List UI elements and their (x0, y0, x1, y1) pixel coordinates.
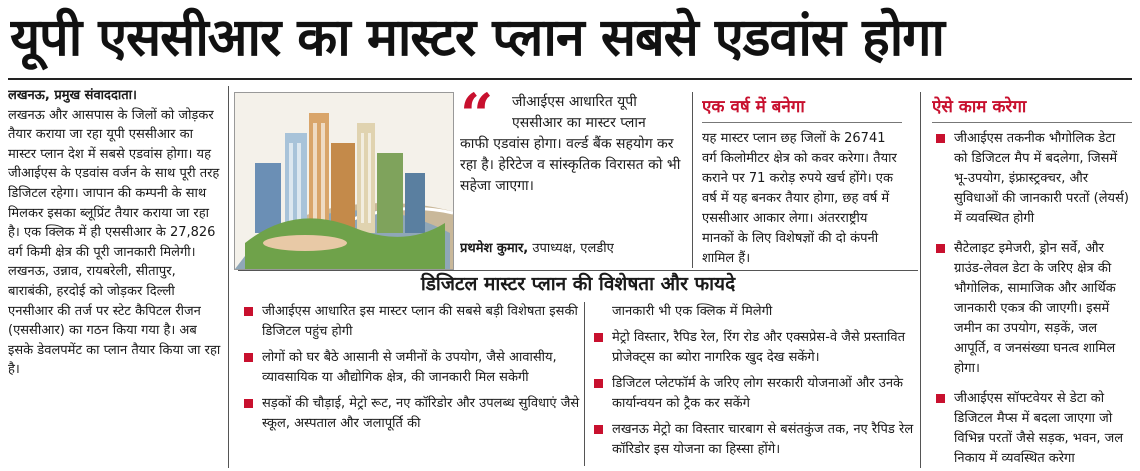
features-continuation: जानकारी भी एक क्लिक में मिलेगी (612, 304, 773, 319)
list-item: लखनऊ मेट्रो का विस्तार चारबाग से बसंतकुंज तक, नए रैपिड रेल कॉरिडोर इस योजना का हिस्सा होंगे। (590, 420, 916, 460)
byline: लखनऊ, प्रमुख संवाददाता। (8, 88, 137, 103)
one-year-body: यह मास्टर प्लान छह जिलों के 26741 वर्ग किलोमीटर क्षेत्र को कवर करेगा। तैयार कराने पर 71 करोड़ रुपये खर्च होंगे। एक वर्ष में यह बनकर तैयार होगा, छह वर्ष में एससीआर आकार लेगा। अंतरराष्ट्रीय मानकों के लिए विशेषज्ञों की दो कंपनी शामिल हैं। (702, 131, 897, 266)
quote-mark-icon: “ (460, 92, 494, 149)
quote-rest: काफी एडवांस होगा। वर्ल्ड बैंक सहयोग कर रहा है। हेरिटेज व सांस्कृतिक विरासत को भी सहेजा जाएगा। (460, 136, 681, 194)
square-bullet-icon (594, 425, 603, 434)
square-bullet-icon (936, 394, 945, 403)
features-right (590, 302, 916, 468)
list-item: सैटेलाइट इमेजरी, ड्रोन सर्वे, और ग्राउंड-लेवल डेटा के जरिए क्षेत्र की भौगोलिक, सामाजिक और आर्थिक जानकारी एकत्र की जाएगी। इसमें जमीन का उपयोग, सड़कें, जल आपूर्ति, व जनसंख्या घनत्व शामिल होगा। (932, 239, 1132, 379)
features-left (240, 302, 580, 468)
square-bullet-icon (244, 399, 253, 408)
list-item: डिजिटल प्लेटफॉर्म के जरिए लोग सरकारी योजनाओं और उनके कार्यान्वयन को ट्रैक कर सकेंगे (590, 374, 916, 414)
headline-rule (8, 78, 1132, 80)
list-item: जीआईएस तकनीक भौगोलिक डेटा को डिजिटल मैप में बदलेगा, जिसमें भू-उपयोग, इंफ्रास्ट्रक्चर, और सुविधाओं की जानकारी परतों (लेयर्स) में व्यवस्थित होगी (932, 129, 1132, 229)
square-bullet-icon (594, 333, 603, 342)
column-divider (920, 92, 921, 468)
column-divider (584, 302, 585, 466)
how-it-works-list (932, 129, 1132, 468)
quote-text (460, 92, 682, 197)
features-heading: डिजिटल मास्टर प्लान की विशेषता और फायदे (238, 270, 918, 297)
left-column-story (8, 86, 222, 468)
quote-author-title: उपाध्यक्ष, एलडीए (532, 241, 614, 256)
square-bullet-icon (244, 353, 253, 362)
how-it-works-box (932, 96, 1132, 468)
square-bullet-icon (244, 307, 253, 316)
list-item: मेट्रो विस्तार, रैपिड रेल, रिंग रोड और एक्सप्रेस-वे जैसे प्रस्तावित प्रोजेक्ट्स का ब्योरा नागरिक खुद देख सकेंगे। (590, 328, 916, 368)
story-body: लखनऊ और आसपास के जिलों को जोड़कर तैयार कराया जा रहा यूपी एससीआर का मास्टर प्लान देश में सबसे एडवांस होगा। यह जीआईएस के एडवांस वर्जन के साथ पूरी तरह डिजिटल रहेगा। जापान की कम्पनी के साथ मिलकर इसका ब्लूप्रिंट तैयार कराया जा रहा है। एक क्लिक में ही एससीआर के 27,826 वर्ग किमी क्षेत्र की पूरी जानकारी मिलेगी। लखनऊ, उन्नाव, रायबरेली, सीतापुर, बाराबंकी, हरदोई को जोड़कर दिल्ली एनसीआर की तर्ज पर स्टेट कैपिटल रीजन (एससीआर) का गठन किया गया है। अब इसके डेवलपमेंट का प्लान तैयार किया जा रहा है। (8, 107, 221, 378)
one-year-box (702, 96, 902, 266)
list-item: जीआईएस आधारित इस मास्टर प्लान की सबसे बड़ी विशेषता इसकी डिजिटल पहुंच होगी (240, 302, 580, 342)
square-bullet-icon (936, 134, 945, 143)
square-bullet-icon (594, 379, 603, 388)
list-item: सड़कों की चौड़ाई, मेट्रो रूट, नए कॉरिडोर और उपलब्ध सुविधाएं जैसे स्कूल, अस्पताल और जलापूर्ति की (240, 394, 580, 434)
quote-author-name: प्रथमेश कुमार, (460, 241, 529, 256)
column-divider (692, 92, 693, 268)
city-skyline-illustration (234, 92, 454, 270)
how-it-works-heading: ऐसे काम करेगा (932, 96, 1132, 123)
quote-author (460, 238, 614, 259)
one-year-heading: एक वर्ष में बनेगा (702, 96, 902, 123)
square-bullet-icon (936, 244, 945, 253)
list-item: लोगों को घर बैठे आसानी से जमीनों के उपयोग, जैसे आवासीय, व्यावसायिक या औद्योगिक क्षेत्र, की जानकारी मिल सकेगी (240, 348, 580, 388)
headline: यूपी एससीआर का मास्टर प्लान सबसे एडवांस होगा (10, 8, 944, 68)
column-divider (228, 86, 229, 468)
quote-box (460, 92, 682, 268)
list-item: जीआईएस सॉफ्टवेयर से डेटा को डिजिटल मैप्स में बदला जाएगा जो विभिन्न परतों जैसे सड़क, भवन, जल निकाय में व्यवस्थित करेगा (932, 389, 1132, 468)
quote-lead: जीआईएस आधारित यूपी एससीआर का मास्टर प्लान (512, 94, 646, 131)
